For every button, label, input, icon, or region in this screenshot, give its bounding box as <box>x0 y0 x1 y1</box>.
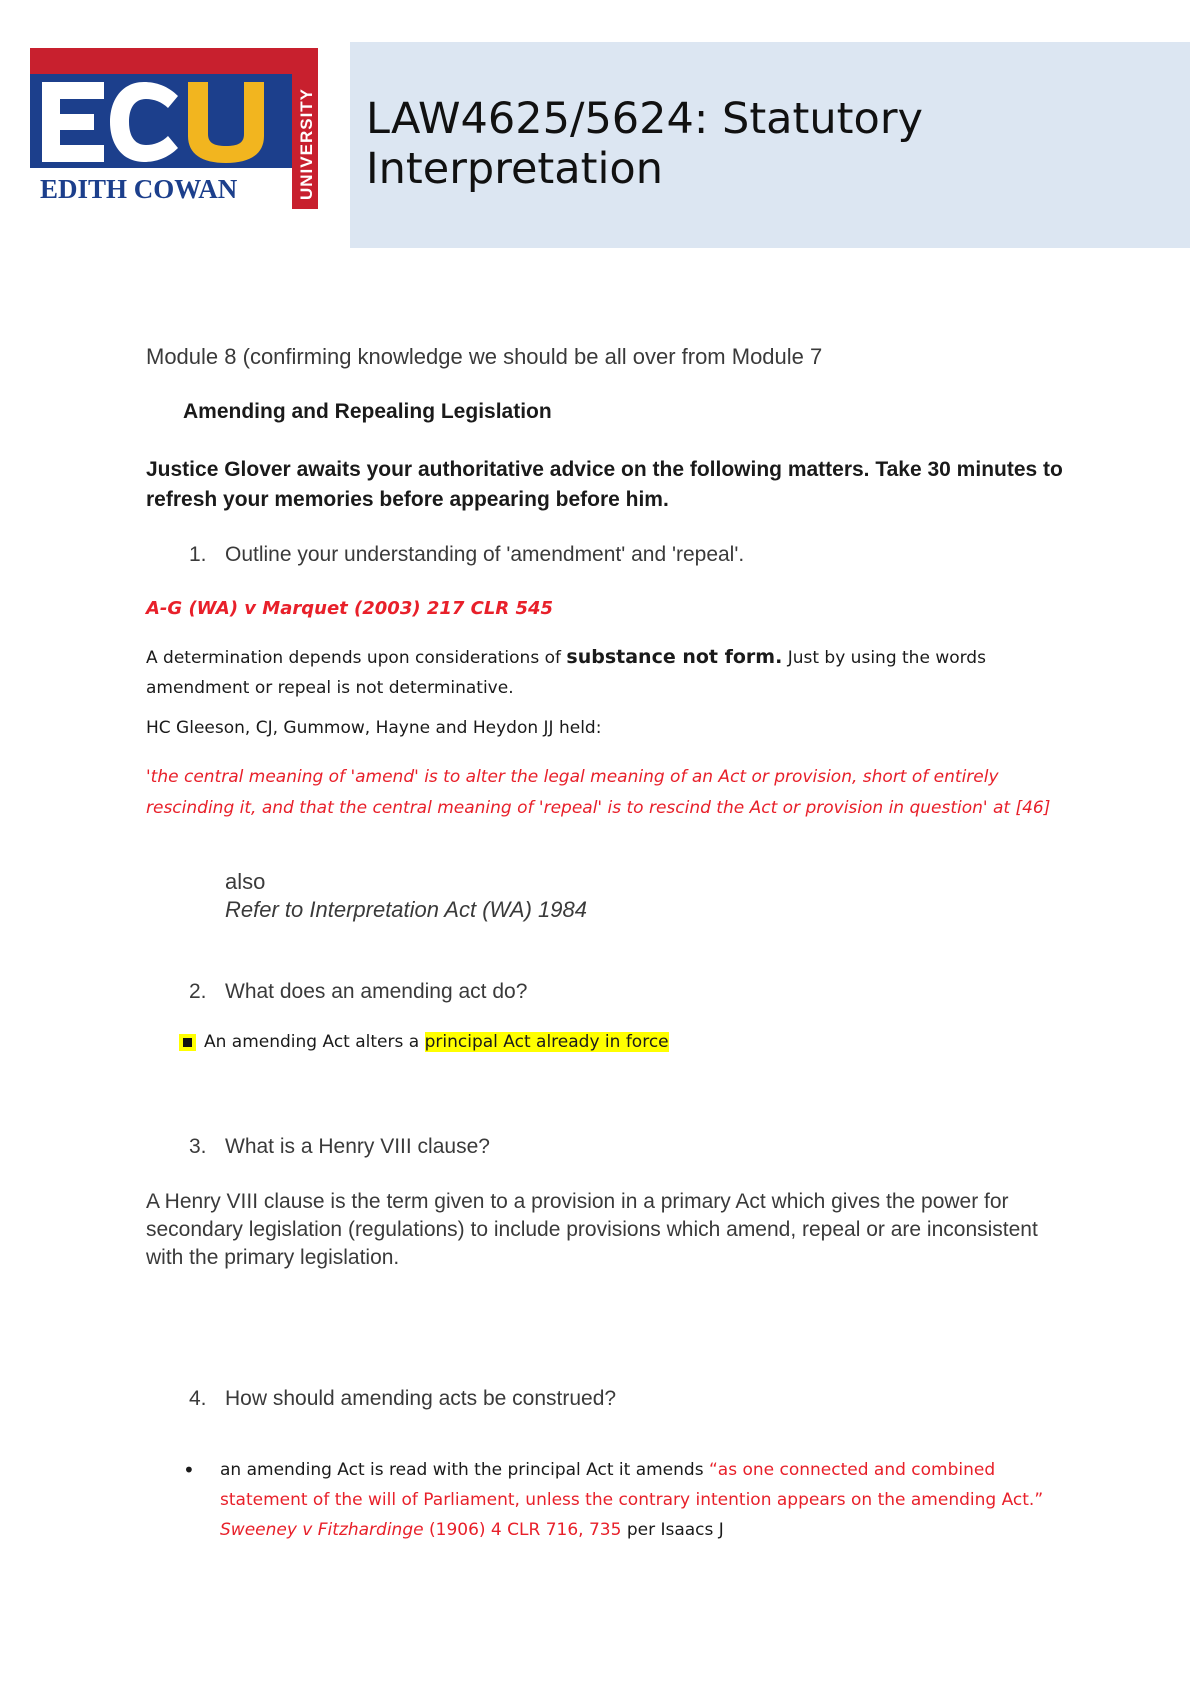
held-text: HC Gleeson, CJ, Gummow, Hayne and Heydon JJ held: <box>146 718 602 738</box>
answer-2-text: An amending Act alters a <box>204 1032 425 1052</box>
section-heading: Amending and Repealing Legislation <box>183 400 552 423</box>
answer-4-case: Sweeney v Fitzhardinge <box>220 1520 424 1540</box>
determination-text <box>146 642 1086 703</box>
answer-4-post: per Isaacs J <box>621 1520 724 1540</box>
question-3 <box>189 1135 490 1159</box>
answer-4-text <box>220 1455 1063 1545</box>
square-bullet-icon <box>183 1038 192 1047</box>
answer-4-pre: an amending Act is read with the principal Act it amends <box>220 1460 709 1480</box>
course-title-box <box>350 42 1190 248</box>
answer-2 <box>183 1032 669 1052</box>
also-block <box>225 868 587 924</box>
answer-2-highlight: principal Act already in force <box>424 1032 669 1052</box>
question-text: Outline your understanding of 'amendment' and 'repeal'. <box>225 543 745 566</box>
svg-text:EDITH COWAN: EDITH COWAN <box>40 174 238 204</box>
det-bold: substance not form. <box>566 646 783 668</box>
intro-text: Justice Glover awaits your authoritative advice on the following matters. Take 30 minutes to refresh your memories before appearing before him. <box>146 458 1063 511</box>
held-quote: 'the central meaning of 'amend' is to alter the legal meaning of an Act or provision, short of entirely rescinding it, and that the central meaning of 'repeal' is to rescind the Act or provision in question' at [46] <box>146 767 1051 818</box>
question-number: 4. <box>189 1387 207 1410</box>
module-line: Module 8 (confirming knowledge we should be all over from Module 7 <box>146 344 823 369</box>
course-title <box>366 94 923 194</box>
question-number: 1. <box>189 543 207 566</box>
answer-4-cite: (1906) 4 CLR 716, 735 <box>423 1520 622 1540</box>
answer-3: A Henry VIII clause is the term given to a provision in a primary Act which gives the power for secondary legislation (regulations) to include provisions which amend, repeal or are inconsistent with the primary legislation. <box>146 1190 1038 1269</box>
det-pre: A determination depends upon considerations of <box>146 648 567 668</box>
refer-text: Refer to Interpretation Act (WA) 1984 <box>225 897 587 922</box>
answer-4 <box>183 1455 1063 1545</box>
question-number: 2. <box>189 980 207 1003</box>
bullet-icon: • <box>183 1458 195 1482</box>
ecu-logo <box>30 48 318 209</box>
course-title-line1: LAW4625/5624: Statutory <box>366 94 923 144</box>
case-citation: A-G (WA) v Marquet (2003) 217 CLR 545 <box>146 598 554 619</box>
svg-text:UNIVERSITY: UNIVERSITY <box>297 87 316 200</box>
question-4 <box>189 1387 616 1411</box>
question-text: How should amending acts be construed? <box>225 1387 617 1410</box>
det-post: Just by using the words amendment or repeal is not determinative. <box>146 648 986 698</box>
course-title-line2: Interpretation <box>366 144 663 194</box>
answer-4-quote: “as one connected and combined statement of the will of Parliament, unless the contrary intention appears on the amending Act.” <box>220 1460 1044 1510</box>
question-text: What does an amending act do? <box>225 980 528 1003</box>
question-2 <box>189 980 527 1004</box>
question-1 <box>189 543 744 567</box>
question-number: 3. <box>189 1135 207 1158</box>
also-text: also <box>225 869 266 894</box>
question-text: What is a Henry VIII clause? <box>225 1135 490 1158</box>
